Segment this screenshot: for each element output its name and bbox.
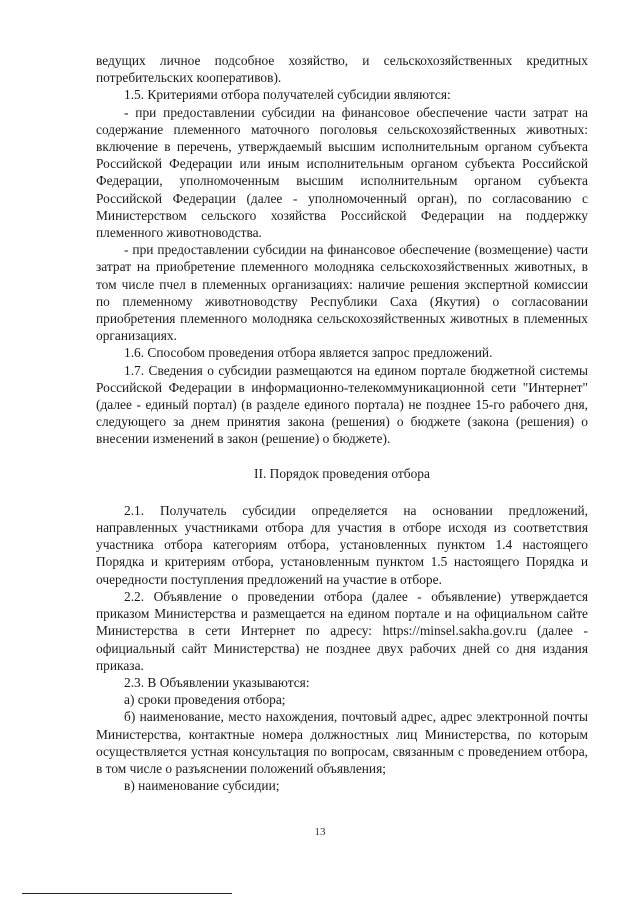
paragraph-1-7: 1.7. Сведения о субсидии размещаются на едином портале бюджетной системы Российской Федерации в информационно-телекоммуникационной сети "Интернет" (далее - единый портал) (в разделе единого портала) не позднее 15-го рабочего дня, следующего за днем принятия закона (решения) о бюджете (закона (решения) о внесении изменений в закон (решение) о бюджете). [96, 362, 588, 447]
paragraph-1-5: 1.5. Критериями отбора получателей субсидии являются: [124, 87, 451, 103]
paragraph-2-1: 2.1. Получатель субсидии определяется на основании предложений, направленных участниками отбора для участия в отборе исходя из соответствия участника отбора категориям отбора, установленных пунктом 1.4 настоящего Порядка и критериям отбора, установленным пунктом 1.5 настоящего Порядка и очередности поступления предложений на участие в отборе. [96, 502, 588, 587]
list-item-a: а) сроки проведения отбора; [124, 692, 286, 708]
document-page [96, 52, 588, 794]
section-heading: II. Порядок проведения отбора [254, 465, 430, 481]
paragraph-criteria-young-stock: - при предоставлении субсидии на финансовое обеспечение (возмещение) части затрат на приобретение племенного молодняка сельскохозяйственных животных, в том числе пчел в племенных организациях: наличие решения экспертной комиссии по племенному животноводству Республики Саха (Якутия) о согласовании приобретения племенного молодняка сельскохозяйственных животных в племенных организациях. [96, 242, 588, 344]
paragraph-1-6: 1.6. Способом проведения отбора является запрос предложений. [124, 345, 493, 361]
paragraph-criteria-breeding-stock: - при предоставлении субсидии на финансовое обеспечение части затрат на содержание племенного маточного поголовья сельскохозяйственных животных: включение в перечень, утверждаемый высшим исполнительным органом субъекта Российской Федерации или иным исполнительным органом субъекта Российской Федерации, уполномоченным высшим исполнительным органом субъекта Российской Федерации (далее - уполномоченный орган), по согласованию с Министерством сельского хозяйства Российской Федерации на поддержку племенного животноводства. [96, 104, 588, 241]
page-number: 13 [314, 826, 326, 838]
footnote-rule [22, 893, 232, 894]
list-item-c: в) наименование субсидии; [124, 778, 280, 794]
list-item-b: б) наименование, место нахождения, почтовый адрес, адрес электронной почты Министерства, контактные номера должностных лиц Министерства, по которым осуществляется устная консультация по вопросам, связанным с проведением отбора, в том числе о разъяснении положений объявления; [96, 709, 588, 776]
paragraph-2-2: 2.2. Объявление о проведении отбора (далее - объявление) утверждается приказом Министерства и размещается на едином портале и на официальном сайте Министерства в сети Интернет по адресу: https://minsel.sakha.gov.ru (далее - официальный сайт Министерства) не позднее двух рабочих дней со дня издания приказа. [96, 588, 588, 673]
paragraph-2-3: 2.3. В Объявлении указываются: [124, 674, 310, 690]
paragraph-cooperatives: ведущих личное подсобное хозяйство, и сельскохозяйственных кредитных потребительских кооперативов). [96, 53, 588, 86]
